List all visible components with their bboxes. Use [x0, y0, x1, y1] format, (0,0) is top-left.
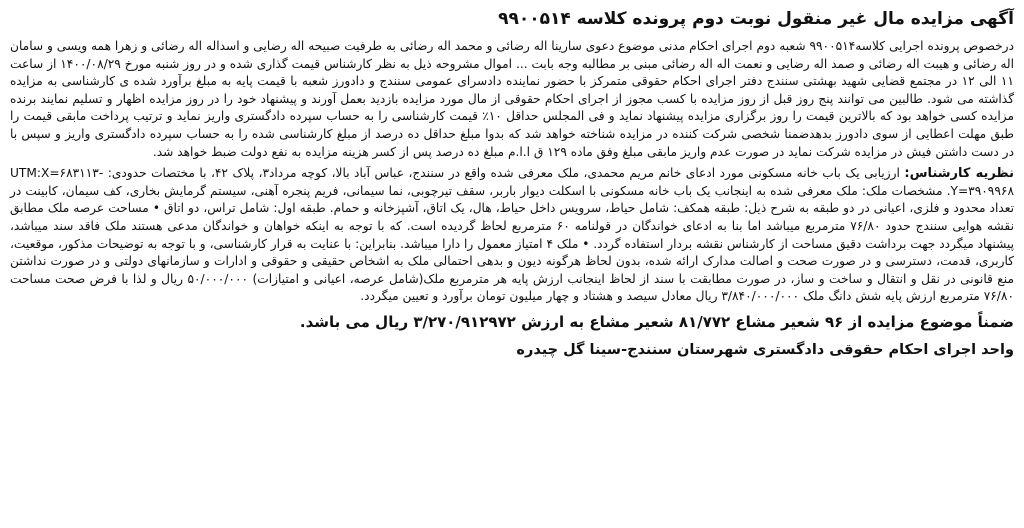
notice-paragraph: درخصوص پرونده اجرایی کلاسه۹۹۰۰۵۱۴ شعبه دوم اجرای احکام مدنی موضوع دعوی سارینا اله رضائی و محمد اله رضائی به طرفیت صبیحه اله رضایی و اسداله اله رضائی و زهرا همه ویسی و سامان اله رضائی و هیبت اله رضائی و صمد اله رضایی و نعمت اله اله رضائی مبنی بر مطالبه وجه بابت ... اموال مشروحه ذیل به نظر کارشناس قیمت گذاری شده و در روز شنبه مورخ ۱۴۰۰/۰۸/۲۹ از ساعت ۱۱ الی ۱۲ در مجتمع قضایی شهید بهشتی سنندج دفتر اجرای احکام حقوقی متمرکز با حضور نماینده دادسرای عمومی سنندج و دادورز شعبه با قیمت پایه به مبلغ برآورد شده ی کارشناسی به مزایده گذاشته می شود. طالبین می توانند پنج روز قبل از روز مزایده با کسب مجوز از اجرای احکام حقوقی از مال مورد مزایده بازدید بعمل آورند و پیشنهاد خود را در روز مزایده اظهار و تسلیم نمایند برنده مزایده کسی خواهد بود که بالاترین قیمت را روز برگزاری مزایده پیشنهاد نماید و فی المجلس حداقل ۱۰٪ قیمت کارشناسی را به حساب سپرده دادگستری واریز نماید و ترتیب پرداخت مابقی قیمت را طبق مهلت اعطایی از سوی دادورز بدهدضمنا شخصی شرکت کننده در مزایده شناخته خواهد شد که بدوا مبلغ حداقل ده درصد از مبلغ کارشناسی شده را به حساب سپرده دادگستری واریز و سپس با در دست داشتن فیش در مزایده شرکت نماید در صورت عدم واریز مابقی مبلغ وفق ماده ۱۲۹ ق ا.ا.م مبلغ ده درصد پس از کسر هزینه مزایده به نفع دولت ضبط خواهد شد.	[10, 39, 1014, 159]
issuer-signature: واحد اجرای احکام حقوقی دادگستری شهرستان سنندج-سینا گل چیدره	[516, 341, 1014, 358]
expert-paragraph: ارزیابی یک باب خانه مسکونی مورد ادعای خانم مریم محمدی، ملک معرفی شده واقع در سنندج، عباس آباد بالا، کوچه مرداد۳، پلاک ۴۲، با مختصات حدودی: UTM:X=۶۸۳۱۱۳-Y=۳۹۰۹۹۶۸. مشخصات ملک: ملک معرفی شده به اینجانب یک باب خانه مسکونی با اسکلت دیوار باربر، سقف تیرچوبی، نما سیمانی، فریم پنجره آهنی، سیستم گرمایش بخاری، کف سیمان، کابینت در تعداد محدود و فلزی، اعیانی در دو طبقه به شرح ذیل: طبقه همکف: شامل حیاط، سرویس داخل حیاط، هال، یک اتاق، آشپزخانه و حمام. طبقه اول: شامل تراس، دو اتاق • مساحت عرصه ملک مطابق نقشه هوایی سنندج حدود ۷۶/۸۰ مترمربع میباشد اما بنا به ادعای خواندگان در قولنامه ۶۰ مترمربع لحاظ گردیده است. که با توجه به اینکه خواهان و خواندگان مدعی هستند ملک فاقد سند میباشد، پیشنهاد میگردد جهت برداشت دقیق مساحت از کارشناس نقشه بردار استفاده گردد. • ملک ۴ امتیاز معمول را دارا میباشد. بنابراین: با عنایت به قرار کارشناسی، و با توجه به توضیحات مذکور، موقعیت، کاربری، قدمت، دسترسی و در صورت صحت و اصالت مدارک ارائه شده، بدون لحاظ هرگونه دیون و بدهی احتمالی ملک به اشخاص حقیقی و حقوقی و ادارات و سازمانهای دولتی و در صورت نداشتن منع قانونی در نقل و انتقال و ساخت و ساز، در صورت مطابقت با سند از لحاظ اینجانب ارزش پایه هر مترمربع ملک(شامل عرصه، اعیانی و امتیازات) ۵۰/۰۰۰/۰۰۰ ریال و لذا با فرض صحت مساحت ۷۶/۸۰ مترمربع ارزش پایه شش دانگ ملک ۳/۸۴۰/۰۰۰/۰۰۰ ریال معادل سیصد و هشتاد و چهار میلیون تومان برآورد و تعیین میگردد.	[10, 166, 1015, 304]
expert-label: نظریه کارشناس:	[904, 166, 1014, 182]
expert-opinion	[10, 165, 1014, 306]
notice-title: آگهی مزایده مال غیر منقول نوبت دوم پرونده کلاسه ۹۹۰۰۵۱۴	[498, 9, 1014, 29]
auction-summary: ضمناً موضوع مزایده از ۹۶ شعیر مشاع ۸۱/۷۷۲ شعیر مشاع به ارزش ۳/۲۷۰/۹۱۲۹۷۲ ریال می باشد.	[299, 312, 1014, 331]
